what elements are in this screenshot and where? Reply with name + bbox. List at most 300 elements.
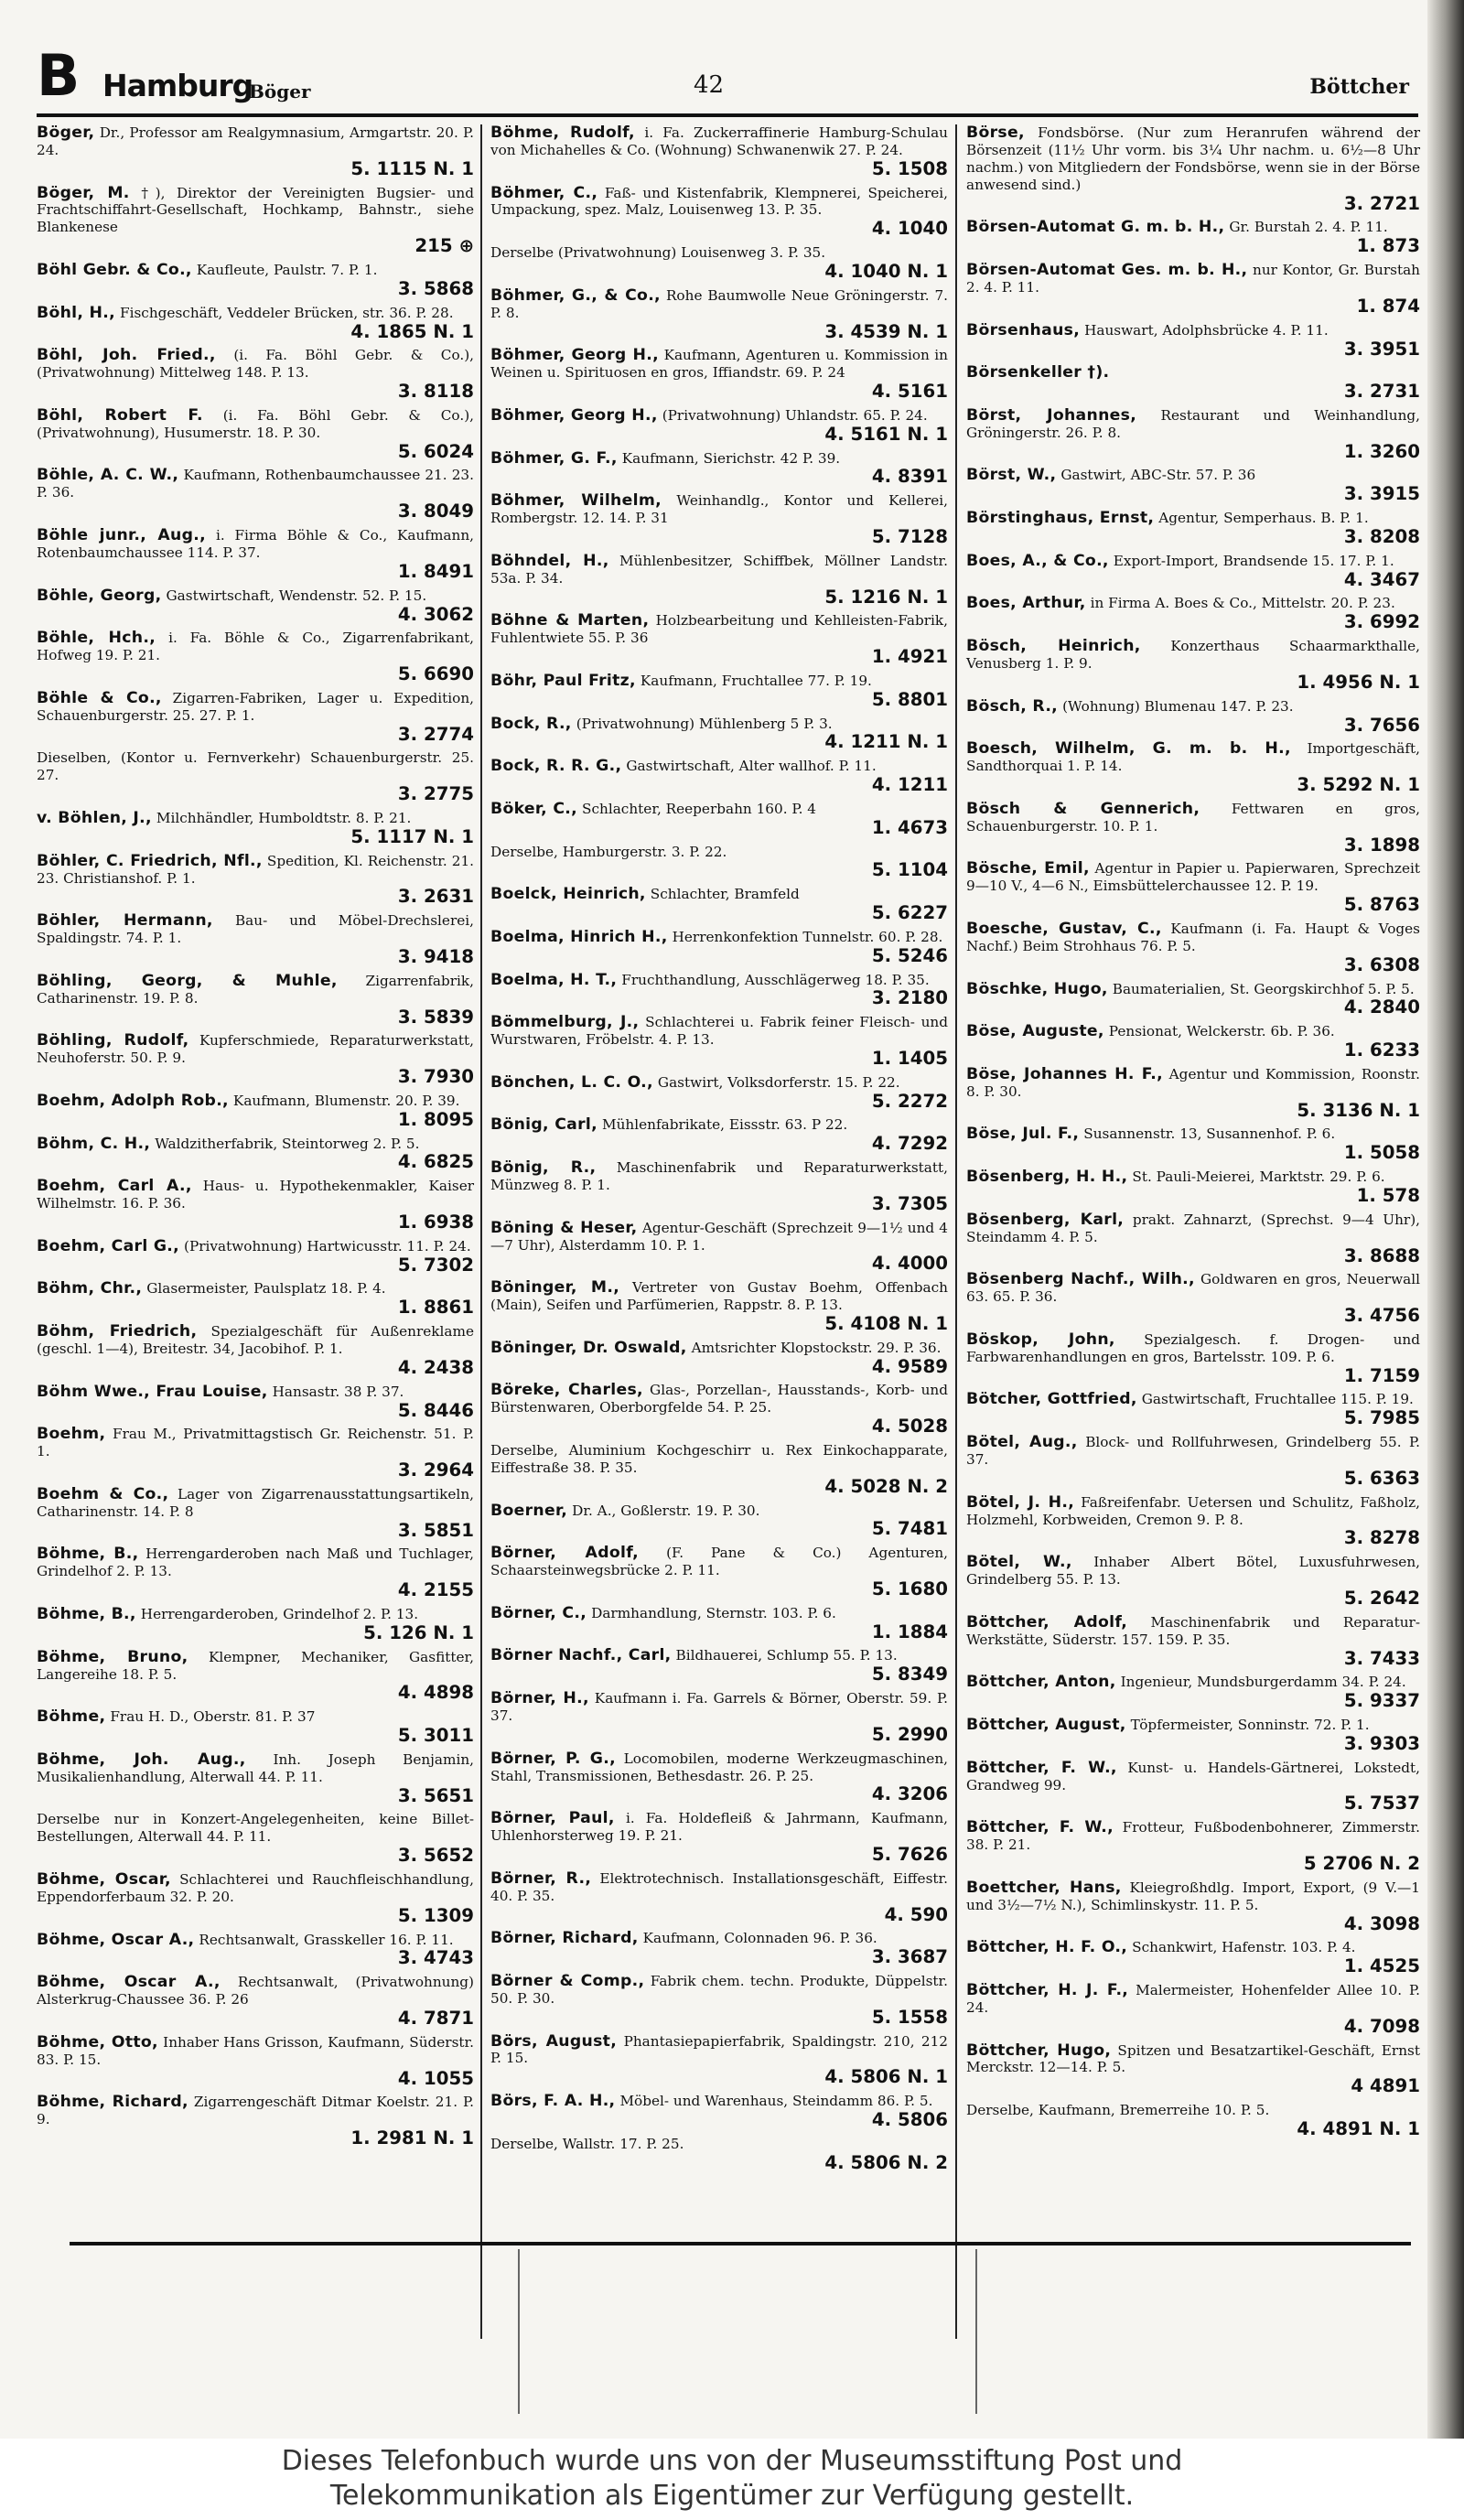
entry-name: Böhler, Hermann, bbox=[37, 911, 213, 931]
bottom-rule bbox=[70, 2242, 1411, 2245]
directory-entry bbox=[37, 630, 474, 684]
directory-entry bbox=[37, 1708, 474, 1746]
entry-name: Bömmelburg, J., bbox=[490, 1013, 640, 1032]
entry-name: Bösenberg, H. H., bbox=[966, 1168, 1128, 1187]
directory-entry bbox=[490, 1647, 948, 1685]
entry-detail: Kaufleute, Paulstr. 7. P. 1. bbox=[196, 262, 378, 279]
entry-detail: Fruchthandlung, Ausschlägerweg 18. P. 35. bbox=[621, 971, 930, 988]
phone-number: 1. 1405 bbox=[871, 1047, 948, 1069]
entry-detail: Hansastr. 38 P. 37. bbox=[272, 1383, 404, 1400]
phone-number: 4. 5806 N. 2 bbox=[824, 2151, 948, 2173]
directory-entry bbox=[37, 1093, 474, 1130]
entry-detail: Pensionat, Welckerstr. 6b. P. 36. bbox=[1108, 1023, 1335, 1040]
entry-detail: nur Kontor, Gr. Burstah 2. 4. P. 11. bbox=[966, 262, 1420, 296]
directory-entry bbox=[490, 673, 948, 710]
entry-detail: Töpfermeister, Sonninstr. 72. P. 1. bbox=[1130, 1717, 1370, 1733]
entry-detail: Kaufmann, Fruchtallee 77. P. 19. bbox=[640, 672, 872, 689]
directory-entry bbox=[966, 1819, 1420, 1874]
entry-name: Boehm, bbox=[37, 1425, 106, 1444]
entry-detail: St. Pauli-Meierei, Marktstr. 29. P. 6. bbox=[1132, 1168, 1385, 1186]
directory-entry bbox=[37, 2034, 474, 2089]
phone-number: 5. 1309 bbox=[397, 1904, 474, 1926]
phone-number: 5. 2272 bbox=[871, 1090, 948, 1112]
phone-number: 3. 2964 bbox=[397, 1459, 474, 1481]
entry-name: Boelck, Heinrich, bbox=[490, 885, 646, 904]
phone-number: 3. 8278 bbox=[1343, 1527, 1420, 1549]
column-divider bbox=[955, 124, 957, 2339]
directory-entry bbox=[490, 2093, 948, 2130]
directory-entry bbox=[490, 287, 948, 342]
directory-entry bbox=[490, 492, 948, 547]
phone-number: 4. 5806 N. 1 bbox=[824, 2066, 948, 2088]
entry-name: Böttcher, H. F. O., bbox=[966, 1938, 1128, 1957]
directory-entry bbox=[490, 1973, 948, 2028]
phone-number: 3. 2774 bbox=[397, 723, 474, 745]
phone-number: 1. 7159 bbox=[1343, 1364, 1420, 1386]
entry-name: Boehm, Carl G., bbox=[37, 1236, 180, 1255]
directory-entry bbox=[490, 1074, 948, 1112]
phone-number: 4. 7292 bbox=[871, 1133, 948, 1155]
directory-entry bbox=[37, 1178, 474, 1233]
column-2 bbox=[490, 124, 948, 2229]
directory-entry bbox=[966, 553, 1420, 590]
entry-name: Böhling, Georg, & Muhle, bbox=[37, 971, 338, 990]
phone-number: 4. 1865 N. 1 bbox=[350, 320, 474, 342]
entry-name: Börner, Paul, bbox=[490, 1809, 615, 1828]
directory-entry bbox=[490, 716, 948, 753]
entry-detail: Frau H. D., Oberstr. 81. P. 37 bbox=[110, 1708, 316, 1726]
entry-detail: Spezialgesch. f. Drogen- und Farbwarenhandlungen en gros, Bartelsstr. 109. P. 6. bbox=[966, 1330, 1420, 1365]
directory-entry bbox=[966, 860, 1420, 915]
entry-detail: Kaufmann, Blumenstr. 20. P. 39. bbox=[232, 1092, 460, 1109]
entry-detail: Fettwaren en gros, Schauenburgerstr. 10. P. 1. bbox=[966, 800, 1420, 835]
entry-name: Böhme, B., bbox=[37, 1545, 139, 1564]
entry-detail: Möbel- und Warenhaus, Steindamm 86. P. 5. bbox=[619, 2093, 933, 2110]
directory-entry bbox=[966, 510, 1420, 547]
phone-number: 4. 4000 bbox=[871, 1253, 948, 1275]
phone-number: 5. 6690 bbox=[397, 663, 474, 685]
entry-name: Börner, R., bbox=[490, 1868, 592, 1888]
phone-number: 5. 2990 bbox=[871, 1723, 948, 1745]
entry-name: Böhl, H., bbox=[37, 303, 115, 322]
entry-detail: i. Fa. Böhle & Co., Zigarrenfabrikant, Hofweg 19. P. 21. bbox=[37, 630, 474, 664]
entry-name: Böhle, Georg, bbox=[37, 586, 162, 605]
entry-name: Böttcher, August, bbox=[966, 1716, 1126, 1734]
entry-detail: (Privatwohnung) Uhlandstr. 65. P. 24. bbox=[662, 406, 928, 424]
phone-number: 1. 2981 N. 1 bbox=[350, 2127, 474, 2149]
phone-number: 3. 8208 bbox=[1343, 526, 1420, 548]
directory-entry bbox=[490, 1014, 948, 1069]
phone-number: 5. 9337 bbox=[1343, 1690, 1420, 1712]
entry-detail: Kaufmann, Sierichstr. 42 P. 39. bbox=[621, 449, 841, 467]
directory-entry bbox=[37, 467, 474, 522]
phone-number: 4. 8391 bbox=[871, 466, 948, 488]
phone-number: 5. 4108 N. 1 bbox=[824, 1312, 948, 1334]
phone-number: 5. 1216 N. 1 bbox=[824, 586, 948, 608]
directory-entry bbox=[966, 1434, 1420, 1489]
entry-name: Börst, Johannes, bbox=[966, 405, 1137, 425]
entry-detail: Agentur und Kommission, Roonstr. 8. P. 30. bbox=[966, 1065, 1420, 1100]
entry-detail: Darmhandlung, Sternstr. 103. P. 6. bbox=[591, 1604, 836, 1621]
directory-entry bbox=[37, 262, 474, 299]
phone-number: 3. 5651 bbox=[397, 1784, 474, 1806]
entry-detail: Derselbe, Hamburgerstr. 3. P. 22. bbox=[490, 843, 727, 860]
column-3 bbox=[966, 124, 1420, 2229]
entry-detail: Agentur-Geschäft (Sprechzeit 9—1½ und 4—7 Uhr), Alsterdamm 10. P. 1. bbox=[490, 1219, 948, 1254]
entry-detail: (Wohnung) Blumenau 147. P. 23. bbox=[1062, 697, 1294, 715]
directory-entry bbox=[37, 1238, 474, 1276]
phone-number: 5. 8763 bbox=[1343, 894, 1420, 916]
lower-divider bbox=[975, 2249, 977, 2414]
directory-entry bbox=[966, 322, 1420, 360]
entry-name: Boelma, Hinrich H., bbox=[490, 927, 668, 946]
directory-entry bbox=[966, 407, 1420, 462]
entry-detail: Kleiegroßhdlg. Import, Export, (9 V.—1 und 3½—7½ N.), Schimlinskystr. 11. P. 5. bbox=[966, 1879, 1421, 1913]
entry-name: Böttcher, Anton, bbox=[966, 1673, 1116, 1692]
directory-entry bbox=[490, 124, 948, 179]
entry-name: Boesch, Wilhelm, G. m. b. H., bbox=[966, 739, 1291, 759]
section-letter: B bbox=[37, 42, 81, 109]
phone-number: 4. 1211 N. 1 bbox=[824, 731, 948, 753]
entry-name: Boes, Arthur, bbox=[966, 594, 1086, 613]
entry-name: Böninger, M., bbox=[490, 1278, 620, 1298]
phone-number: 4. 3098 bbox=[1343, 1912, 1420, 1934]
directory-entry bbox=[966, 124, 1420, 213]
phone-number: 3. 7656 bbox=[1343, 714, 1420, 736]
entry-name: Böttcher, Adolf, bbox=[966, 1612, 1128, 1632]
phone-number: 5. 1117 N. 1 bbox=[350, 825, 474, 847]
entry-name: Böhle, Hch., bbox=[37, 629, 156, 648]
entry-name: Böhmer, G., & Co., bbox=[490, 285, 661, 305]
entry-detail: (F. Pane & Co.) Agenturen, Schaarsteinwegsbrücke 2. P. 11. bbox=[490, 1545, 948, 1579]
phone-number: 1. 874 bbox=[1356, 295, 1420, 317]
entry-name: Böhmer, Georg H., bbox=[490, 346, 659, 365]
entry-detail: Malermeister, Hohenfelder Allee 10. P. 24. bbox=[966, 1982, 1420, 2016]
entry-name: Boettcher, Hans, bbox=[966, 1878, 1122, 1897]
phone-number: 1. 4956 N. 1 bbox=[1297, 671, 1420, 693]
entry-name: Böttcher, F. W., bbox=[966, 1758, 1117, 1777]
directory-entry bbox=[966, 1494, 1420, 1549]
entry-detail: Kaufmann, Rothenbaumchaussee 21. 23. P. 36. bbox=[37, 467, 474, 501]
phone-number: 4. 7098 bbox=[1343, 2015, 1420, 2037]
entry-name: Bötel, Aug., bbox=[966, 1433, 1078, 1452]
entry-detail: Block- und Rollfuhrwesen, Grindelberg 55. P. 37. bbox=[966, 1434, 1420, 1468]
entry-detail: Inhaber Hans Grisson, Kaufmann, Süderstr. 83. P. 15. bbox=[37, 2033, 475, 2068]
entry-name: Böhm, Friedrich, bbox=[37, 1322, 198, 1341]
entry-name: Böhne & Marten, bbox=[490, 611, 650, 630]
directory-entry bbox=[966, 219, 1420, 256]
entry-name: Böttcher, F. W., bbox=[966, 1818, 1114, 1837]
phone-number: 4. 1211 bbox=[871, 774, 948, 796]
phone-number: 3. 6992 bbox=[1343, 611, 1420, 633]
entry-detail: Gr. Burstah 2. 4. P. 11. bbox=[1229, 219, 1388, 236]
phone-number: 5. 7481 bbox=[871, 1518, 948, 1540]
directory-entry bbox=[490, 1116, 948, 1154]
entry-name: Böhl Gebr. & Co., bbox=[37, 261, 192, 280]
entry-name: Böskop, John, bbox=[966, 1330, 1115, 1349]
directory-entry bbox=[490, 1159, 948, 1214]
phone-number: 1. 1884 bbox=[871, 1621, 948, 1642]
phone-number: 1. 8095 bbox=[397, 1108, 474, 1130]
entry-name: Bösch, Heinrich, bbox=[966, 637, 1141, 656]
phone-number: 1. 4525 bbox=[1343, 1955, 1420, 1977]
entry-name: Boehm, Adolph Rob., bbox=[37, 1091, 229, 1110]
directory-entry bbox=[490, 244, 948, 282]
phone-number: 4. 5028 bbox=[871, 1416, 948, 1438]
phone-number: 5. 126 N. 1 bbox=[363, 1621, 474, 1643]
directory-entry bbox=[37, 347, 474, 402]
directory-entry bbox=[966, 1760, 1420, 1815]
entry-name: Börner, H., bbox=[490, 1689, 589, 1708]
entry-name: Böreke, Charles, bbox=[490, 1381, 643, 1400]
entry-detail: Fischgeschäft, Veddeler Brücken, str. 36. P. 28. bbox=[120, 304, 454, 321]
entry-detail: Phantasiepapierfabrik, Spaldingstr. 210, 212 P. 15. bbox=[490, 2032, 948, 2067]
entry-name: Böhle junr., Aug., bbox=[37, 526, 206, 545]
entry-detail: Dr., Professor am Realgymnasium, Armgartstr. 20. P. 24. bbox=[37, 124, 474, 158]
phone-number: 1. 6938 bbox=[397, 1211, 474, 1233]
phone-number: 3. 4756 bbox=[1343, 1305, 1420, 1327]
directory-entry bbox=[966, 1125, 1420, 1163]
entry-name: Böse, Jul. F., bbox=[966, 1125, 1080, 1144]
entry-detail: Gastwirt, Volksdorferstr. 15. P. 22. bbox=[657, 1073, 900, 1091]
entry-name: Börner, P. G., bbox=[490, 1749, 616, 1768]
last-entry-name: Böttcher bbox=[1309, 75, 1409, 99]
phone-number: 3. 5851 bbox=[397, 1519, 474, 1541]
phone-number: 4. 5161 bbox=[871, 381, 948, 403]
entry-detail: Baumaterialien, St. Georgskirchhof 5. P. 5. bbox=[1112, 980, 1415, 997]
directory-entry bbox=[966, 1212, 1420, 1266]
entry-name: Boelma, H. T., bbox=[490, 970, 618, 989]
entry-name: Börsenhaus, bbox=[966, 320, 1081, 339]
directory-entry bbox=[490, 1382, 948, 1437]
entry-detail: Inhaber Albert Bötel, Luxusfuhrwesen, Grindelberg 55. P. 13. bbox=[966, 1554, 1420, 1588]
phone-number: 3. 8688 bbox=[1343, 1244, 1420, 1266]
directory-entry bbox=[37, 1426, 474, 1481]
entry-detail: (Privatwohnung) Mühlenberg 5 P. 3. bbox=[576, 715, 833, 732]
entry-name: Böhme, Rudolf, bbox=[490, 124, 635, 142]
phone-number: 4. 9589 bbox=[871, 1355, 948, 1377]
phone-number: 3. 2775 bbox=[397, 783, 474, 805]
entry-name: Bönig, Carl, bbox=[490, 1115, 597, 1135]
directory-entry bbox=[966, 1168, 1420, 1206]
entry-detail: Kaufmann i. Fa. Garrels & Börner, Oberstr. 59. P. 37. bbox=[490, 1690, 948, 1724]
entry-detail: Goldwaren en gros, Neuerwall 63. 65. P. 36. bbox=[966, 1271, 1420, 1306]
phone-number: 3. 3687 bbox=[871, 1946, 948, 1968]
directory-entry bbox=[490, 1930, 948, 1967]
phone-number: 1. 5058 bbox=[1343, 1142, 1420, 1164]
phone-number: 3. 7305 bbox=[871, 1192, 948, 1214]
entry-detail: Dr. A., Goßlerstr. 19. P. 30. bbox=[572, 1502, 760, 1519]
directory-entry bbox=[37, 185, 474, 256]
entry-detail: Derselbe (Privatwohnung) Louisenweg 3. P. 35. bbox=[490, 244, 826, 262]
entry-detail: Maschinenfabrik und Reparaturwerkstatt, Münzweg 8. P. 1. bbox=[490, 1159, 948, 1193]
directory-entry bbox=[490, 1750, 948, 1805]
phone-number: 4. 7871 bbox=[397, 2007, 474, 2029]
entry-detail: Faßreifenfabr. Uetersen und Schulitz, Faßholz, Holzmehl, Korbweiden, Cremon 9. P. 8. bbox=[966, 1493, 1420, 1528]
entry-name: Bösenberg Nachf., Wilh., bbox=[966, 1270, 1195, 1289]
directory-entry bbox=[37, 2094, 474, 2148]
phone-number: 1. 3260 bbox=[1343, 440, 1420, 462]
directory-entry bbox=[966, 2102, 1420, 2139]
entry-name: Böhl, Robert F. bbox=[37, 405, 203, 425]
phone-number: 1. 6233 bbox=[1343, 1039, 1420, 1061]
directory-entry bbox=[966, 1391, 1420, 1428]
entry-detail: Lager von Zigarrenausstattungsartikeln, Catharinenstr. 14. P. 8 bbox=[37, 1485, 474, 1520]
directory-entry bbox=[966, 1614, 1420, 1669]
directory-entry bbox=[490, 972, 948, 1009]
phone-number: 1. 8861 bbox=[397, 1297, 474, 1319]
entry-detail: Agentur, Semperhaus. B. P. 1. bbox=[1158, 510, 1369, 527]
entry-name: Böhmer, Wilhelm, bbox=[490, 491, 662, 511]
entry-name: Bötel, W., bbox=[966, 1553, 1072, 1572]
entry-name: Bösch & Gennerich, bbox=[966, 799, 1200, 818]
phone-number: 3. 6308 bbox=[1343, 953, 1420, 975]
entry-detail: Glasermeister, Paulsplatz 18. P. 4. bbox=[146, 1280, 386, 1298]
phone-number: 5. 1680 bbox=[871, 1578, 948, 1599]
entry-detail: Dieselben, (Kontor u. Fernverkehr) Schauenburgerstr. 25. 27. bbox=[37, 749, 474, 784]
phone-number: 3. 7433 bbox=[1343, 1647, 1420, 1669]
phone-number: 4. 6825 bbox=[397, 1151, 474, 1173]
entry-detail: Rechtsanwalt, (Privatwohnung) Alsterkrug-Chaussee 36. P. 26 bbox=[37, 1974, 474, 2008]
directory-entry bbox=[966, 364, 1420, 402]
entry-detail: Gastwirt, ABC-Str. 57. P. 36 bbox=[1060, 467, 1256, 484]
entry-detail: Agentur in Papier u. Papierwaren, Sprechzeit 9—10 V., 4—6 N., Eimsbüttelerchaussee 12. P. 19. bbox=[966, 860, 1420, 895]
phone-number: 1. 8491 bbox=[397, 560, 474, 582]
directory-entry bbox=[37, 1280, 474, 1318]
first-entry-name: Böger bbox=[249, 81, 311, 102]
directory-entry bbox=[490, 347, 948, 402]
directory-entry bbox=[490, 1690, 948, 1745]
entry-detail: Konzerthaus Schaarmarkthalle, Venusberg 1. P. 9. bbox=[966, 638, 1420, 672]
phone-number: 5. 7985 bbox=[1343, 1407, 1420, 1429]
entry-detail: Derselbe nur in Konzert-Angelegenheiten, keine Billet-Bestellungen, Alterwall 44. P. 11. bbox=[37, 1811, 474, 1846]
directory-entry bbox=[490, 612, 948, 667]
entry-name: Böker, C., bbox=[490, 799, 578, 818]
entry-detail: Frotteur, Fußbodenbohnerer, Zimmerstr. 38. P. 21. bbox=[966, 1819, 1421, 1854]
phone-number: 5. 7537 bbox=[1343, 1793, 1420, 1815]
phone-number: 3. 4743 bbox=[397, 1947, 474, 1969]
directory-entry bbox=[490, 450, 948, 488]
entry-name: Bönchen, L. C. O., bbox=[490, 1072, 653, 1092]
directory-entry bbox=[490, 1502, 948, 1540]
directory-entry bbox=[966, 981, 1420, 1018]
directory-entry bbox=[37, 1323, 474, 1378]
directory-entry bbox=[966, 1939, 1420, 1976]
entry-detail: Faß- und Kistenfabrik, Klempnerei, Speicherei, Umpackung, spez. Malz, Louisenweg 13. P. 35. bbox=[490, 184, 948, 219]
phone-number: 5. 8349 bbox=[871, 1664, 948, 1685]
entry-name: Börse, bbox=[966, 124, 1025, 142]
entry-name: Bötcher, Gottfried, bbox=[966, 1390, 1137, 1409]
phone-number: 5. 1508 bbox=[871, 157, 948, 179]
entry-detail: Amtsrichter Klopstockstr. 29. P. 36. bbox=[691, 1339, 942, 1356]
entry-detail: Schankwirt, Hafenstr. 103. P. 4. bbox=[1132, 1939, 1356, 1956]
directory-entry bbox=[966, 801, 1420, 856]
page-header bbox=[37, 42, 1418, 112]
directory-entry bbox=[37, 810, 474, 847]
entry-name: Böninger, Dr. Oswald, bbox=[490, 1338, 687, 1357]
phone-number: 5. 8801 bbox=[871, 688, 948, 710]
entry-name: Böhling, Rudolf, bbox=[37, 1031, 189, 1050]
entry-detail: Derselbe, Aluminium Kochgeschirr u. Rex Einkochapparate, Eiffestraße 38. P. 35. bbox=[490, 1441, 948, 1476]
entry-detail: Fondsbörse. (Nur zum Heranrufen während der Börsenzeit (11½ Uhr vorm. bis 3¼ Uhr nachm. u. 6½—8 Uhr nachm.) von Mitgliedern der Fondsbörse, wenn sie in der Börse anwesend sind.) bbox=[966, 124, 1420, 193]
entry-name: Böhme, Bruno, bbox=[37, 1647, 188, 1666]
entry-name: Böhm, Chr., bbox=[37, 1279, 143, 1298]
phone-number: 3. 8049 bbox=[397, 501, 474, 522]
entry-name: Böhmer, C., bbox=[490, 183, 598, 202]
entry-detail: Kaufmann, Colonnaden 96. P. 36. bbox=[642, 1930, 877, 1947]
entry-detail: Spedition, Kl. Reichenstr. 21. 23. Christianshof. P. 1. bbox=[37, 852, 474, 887]
entry-detail: Restaurant und Weinhandlung, Gröningerstr. 26. P. 8. bbox=[966, 406, 1421, 441]
directory-entry bbox=[966, 1271, 1420, 1326]
phone-number: 5 2706 N. 2 bbox=[1303, 1853, 1420, 1875]
directory-entry bbox=[490, 1545, 948, 1599]
entry-detail: Maschinenfabrik und Reparatur-Werkstätte, Süderstr. 157. 159. P. 35. bbox=[966, 1613, 1420, 1648]
entry-name: Böhme, bbox=[37, 1707, 106, 1727]
entry-detail: i. Fa. Zuckerraffinerie Hamburg-Schulau von Michahelles & Co. (Wohnung) Schwanenwik 27. P. 24. bbox=[490, 124, 948, 158]
directory-entry bbox=[966, 1879, 1420, 1934]
phone-number: 4. 5806 bbox=[871, 2108, 948, 2130]
entry-detail: Schlachter, Reeperbahn 160. P. 4 bbox=[582, 800, 816, 817]
phone-number: 4. 1040 bbox=[871, 218, 948, 240]
ownership-notice bbox=[0, 2439, 1464, 2520]
entry-name: Börner, C., bbox=[490, 1603, 587, 1622]
phone-number: 5. 5246 bbox=[871, 944, 948, 966]
phone-number: 3. 2731 bbox=[1343, 381, 1420, 403]
city-name: Hamburg bbox=[102, 68, 253, 103]
directory-entry bbox=[490, 2033, 948, 2088]
phone-number: 215 ⊕ bbox=[414, 235, 474, 257]
entry-name: Böhl, Joh. Fried., bbox=[37, 346, 216, 365]
phone-number: 5. 8446 bbox=[397, 1399, 474, 1421]
entry-name: Böhme, Oscar A., bbox=[37, 1973, 221, 1992]
directory-entry bbox=[37, 527, 474, 582]
entry-detail: Spitzen und Besatzartikel-Geschäft, Ernst Merckstr. 12—14. P. 5. bbox=[966, 2041, 1420, 2076]
entry-detail: (i. Fa. Böhl Gebr. & Co.), (Privatwohnung) Mittelweg 148. P. 13. bbox=[37, 347, 474, 382]
entry-name: Börsenkeller †). bbox=[966, 363, 1110, 382]
phone-number: 4. 4891 N. 1 bbox=[1297, 2118, 1420, 2140]
directory-entry bbox=[966, 1331, 1420, 1386]
entry-detail: Importgeschäft, Sandthorquai 1. P. 14. bbox=[966, 740, 1420, 775]
entry-name: Böttcher, H. J. F., bbox=[966, 1981, 1129, 1999]
directory-entry bbox=[490, 1220, 948, 1275]
phone-number: 3. 3951 bbox=[1343, 338, 1420, 360]
directory-entry bbox=[490, 1279, 948, 1334]
entry-name: Böhme, Richard, bbox=[37, 2093, 188, 2112]
entry-detail: Export-Import, Brandsende 15. 17. P. 1. bbox=[1113, 552, 1394, 569]
entry-detail: Rechtsanwalt, Grasskeller 16. P. 11. bbox=[199, 1931, 454, 1948]
phone-number: 4. 1040 N. 1 bbox=[824, 261, 948, 283]
lower-divider bbox=[518, 2249, 520, 2414]
phone-number: 3. 5292 N. 1 bbox=[1297, 774, 1420, 796]
entry-detail: Mühlenbesitzer, Schiffbek, Möllner Landstr. 53a. P. 34. bbox=[490, 552, 948, 587]
entry-name: Bötel, J. H., bbox=[966, 1492, 1075, 1512]
entry-detail: Elektrotechnisch. Installationsgeschäft, Eiffestr. 40. P. 35. bbox=[490, 1869, 948, 1904]
phone-number: 3. 8118 bbox=[397, 381, 474, 403]
phone-number: 3. 2180 bbox=[871, 987, 948, 1009]
entry-detail: Mühlenfabrikate, Eissstr. 63. P 22. bbox=[602, 1116, 848, 1134]
directory-entry bbox=[37, 305, 474, 342]
entry-name: Börsen-Automat G. m. b. H., bbox=[966, 218, 1225, 237]
entry-name: Böhme, B., bbox=[37, 1604, 136, 1623]
phone-number: 3. 9418 bbox=[397, 945, 474, 967]
phone-number: 5. 1115 N. 1 bbox=[350, 157, 474, 179]
entry-name: Böhme, Joh. Aug., bbox=[37, 1750, 246, 1769]
entry-detail: Kaufmann (i. Fa. Haupt & Voges Nachf.) Beim Strohhaus 76. P. 5. bbox=[966, 921, 1420, 954]
entry-detail: Vertreter von Gustav Boehm, Offenbach (Main), Seifen und Parfümerien, Rappstr. 8. P. 13. bbox=[490, 1279, 948, 1314]
phone-number: 4. 2840 bbox=[1343, 996, 1420, 1018]
entry-detail: Susannenstr. 13, Susannenhof. P. 6. bbox=[1083, 1125, 1336, 1143]
phone-number: 5. 3011 bbox=[397, 1725, 474, 1747]
